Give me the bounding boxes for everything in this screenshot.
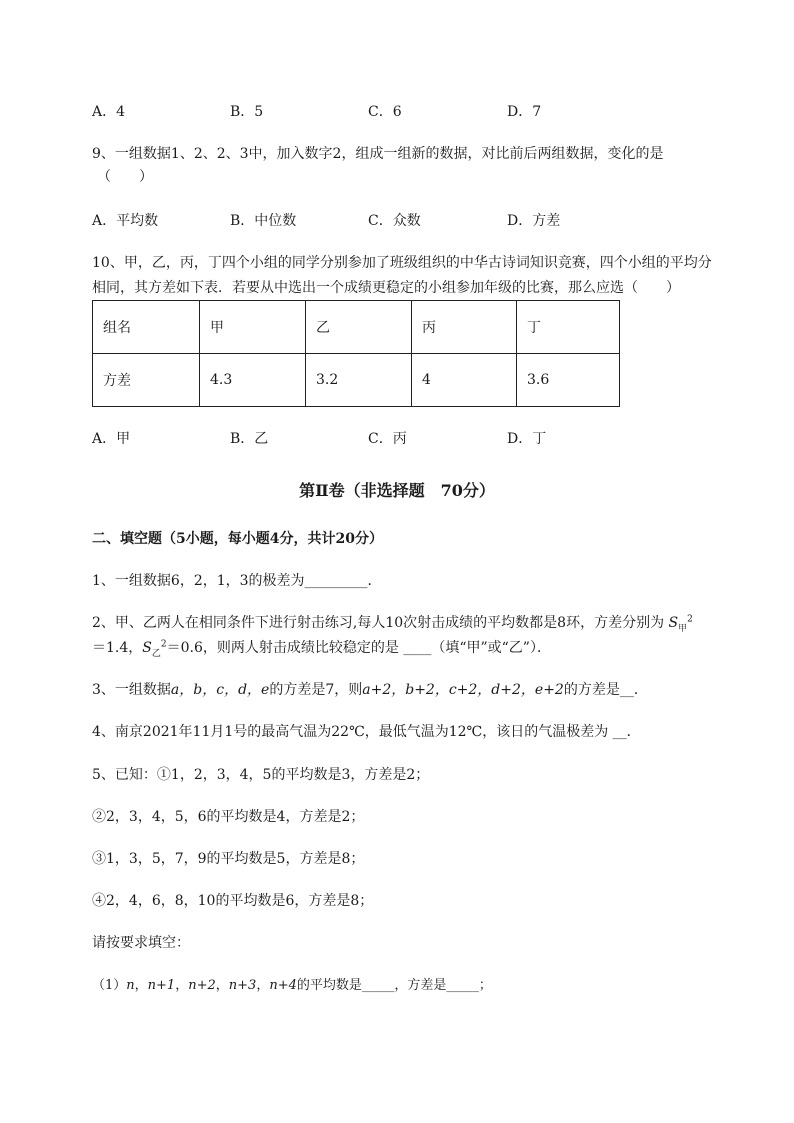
- q10-option-c: C．丙: [368, 431, 407, 447]
- q10-option-b: B．乙: [230, 431, 269, 447]
- q3-text: 的方差是__．: [563, 682, 648, 698]
- q3-expression: a+2，b+2，c+2，d+2，e+2: [362, 682, 564, 698]
- table-cell: 4.3: [200, 354, 306, 407]
- expr-n: n: [126, 978, 135, 993]
- part2-heading: 二、填空题（5小题，每小题4分，共计20分）: [92, 531, 383, 547]
- fill-question-4: 4、南京2021年11月1号的最高气温为22℃，最低气温为12℃，该日的气温极差为 __．: [92, 724, 641, 740]
- table-cell: 4: [412, 354, 517, 407]
- q2-text: ＝0.6，则两人射击成绩比较稳定的是 ____（填“甲”或“乙”）．: [166, 640, 551, 656]
- q3-text: 3、一组数据: [92, 682, 171, 698]
- subscript-jia: 甲: [678, 623, 688, 634]
- sub1-text: 的平均数是_____，方差是_____；: [296, 978, 492, 993]
- table-cell: 方差: [93, 354, 200, 407]
- table-cell: 丙: [412, 301, 517, 354]
- sub1-text: ，: [134, 978, 148, 993]
- subscript-yi: 乙: [151, 648, 161, 659]
- sub1-text: （1）: [92, 978, 127, 993]
- fill-question-1: 1、一组数据6，2，1，3的极差为_________．: [92, 573, 382, 589]
- fill-question-5-item2: ②2，3，4，5，6的平均数是4，方差是2；: [92, 809, 365, 825]
- q9-option-c: C．众数: [368, 213, 421, 229]
- table-cell: 3.6: [517, 354, 620, 407]
- table-row: [93, 354, 620, 407]
- q10-option-a: A．甲: [92, 431, 131, 447]
- q8-options: [92, 101, 541, 121]
- fill-question-2-line1: [92, 612, 693, 634]
- expr-n3: n+3: [228, 978, 257, 993]
- q9-stem-line1: 9、一组数据1、2、2、3中，加入数字2，组成一组新的数据，对比前后两组数据，变化的是: [92, 146, 664, 162]
- variance-symbol: S: [668, 615, 679, 631]
- table-cell: 3.2: [306, 354, 412, 407]
- table-cell: 甲: [200, 301, 306, 354]
- sub1-text: ，: [215, 978, 229, 993]
- fill-question-5-item3: ③1，3，5，7，9的平均数是5，方差是8；: [92, 851, 365, 867]
- fill-question-2-line2: [92, 637, 551, 659]
- q9-option-d: D．方差: [507, 213, 561, 229]
- q9-options: [92, 210, 560, 230]
- sub1-text: ，: [256, 978, 270, 993]
- q8-option-d: D．7: [507, 104, 542, 120]
- q10-options: [92, 428, 546, 448]
- q2-text: ＝1.4，: [92, 640, 143, 656]
- table-cell: 组名: [93, 301, 200, 354]
- q10-stem-line2: 相同，其方差如下表．若要从中选出一个成绩更稳定的小组参加年级的比赛，那么应选（ ）: [92, 280, 680, 296]
- table-cell: 丁: [517, 301, 620, 354]
- fill-question-5-sub1: [92, 974, 492, 993]
- q9-option-a: A．平均数: [92, 213, 159, 229]
- fill-question-5-item4: ④2，4，6，8，10的平均数是6，方差是8；: [92, 893, 374, 909]
- expr-n4: n+4: [269, 978, 297, 993]
- q10-stem-line1: 10、甲，乙，丙，丁四个小组的同学分别参加了班级组织的中华古诗词知识竞赛，四个小组的平均分: [92, 255, 712, 271]
- q8-option-c: C．6: [368, 104, 402, 120]
- fill-question-5-intro: 5、已知：①1，2，3，4，5的平均数是3，方差是2；: [92, 767, 430, 783]
- variance-table: [92, 300, 620, 407]
- section-title: 第Ⅱ卷（非选择题 70分）: [299, 481, 495, 500]
- q8-option-a: A．4: [92, 104, 126, 120]
- fill-question-5-prompt: 请按要求填空：: [92, 935, 190, 951]
- q10-option-d: D．丁: [507, 431, 547, 447]
- table-cell: 乙: [306, 301, 412, 354]
- q3-variables: a，b，c，d，e: [170, 682, 270, 698]
- q9-answer-bracket: （ ）: [97, 169, 153, 185]
- sub1-text: ，: [175, 978, 189, 993]
- table-header-row: [93, 301, 620, 354]
- q3-text: 的方差是7，则: [269, 682, 363, 698]
- q8-option-b: B．5: [230, 104, 264, 120]
- expr-n2: n+2: [188, 978, 216, 993]
- superscript-2: 2: [160, 639, 167, 650]
- q2-text: 2、甲、乙两人在相同条件下进行射击练习,每人10次射击成绩的平均数都是8环，方差分别为: [92, 615, 665, 631]
- fill-question-3: [92, 679, 648, 699]
- superscript-2: 2: [687, 614, 693, 625]
- expr-n1: n+1: [147, 978, 176, 993]
- variance-symbol: S: [142, 640, 152, 656]
- q9-option-b: B．中位数: [230, 213, 297, 229]
